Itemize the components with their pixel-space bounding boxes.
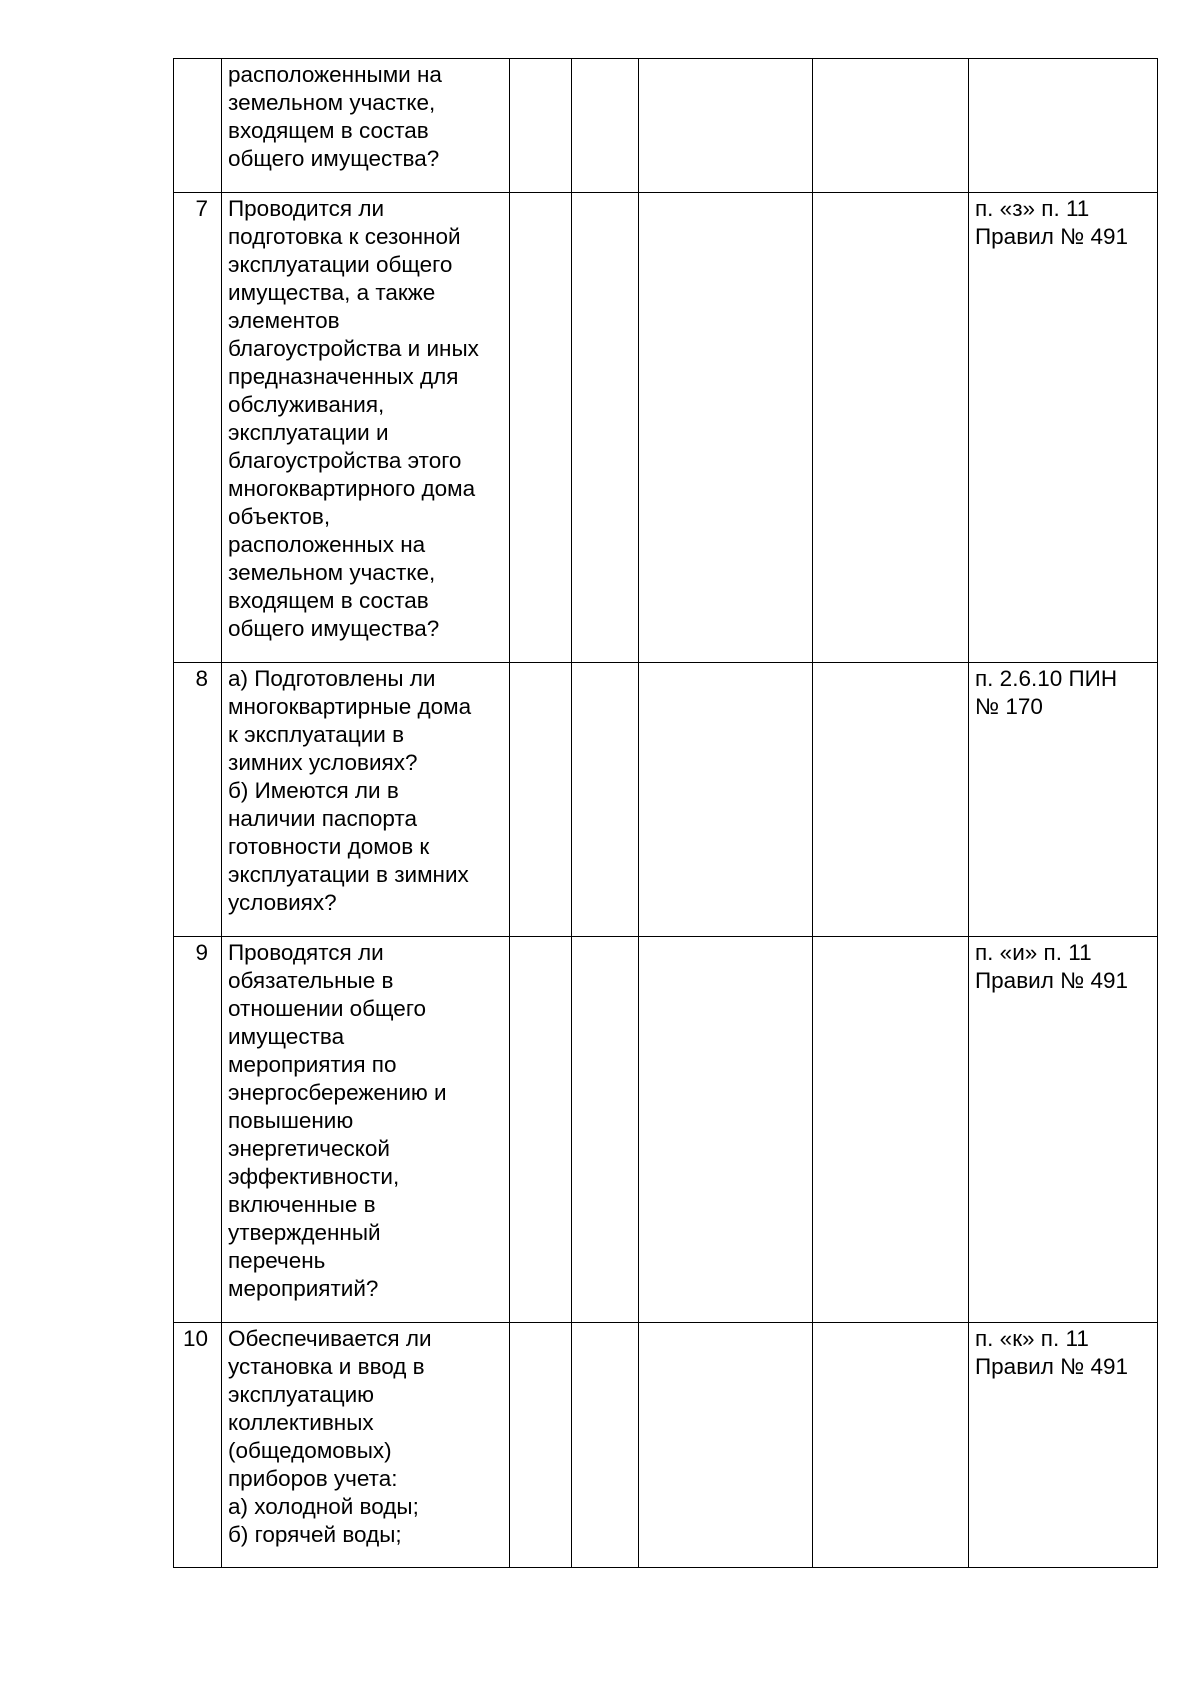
- legal-reference-cell: п. «и» п. 11 Правил № 491: [969, 937, 1158, 1323]
- legal-reference-cell: п. «з» п. 11 Правил № 491: [969, 193, 1158, 663]
- note-cell: [813, 193, 969, 663]
- answer-yes-cell: [510, 663, 572, 937]
- question-cell: Обеспечивается ли установка и ввод в эксплуатацию коллективных (общедомовых) приборов учета: а) холодной воды; б) горячей воды;: [222, 1323, 510, 1568]
- row-number: 7: [174, 193, 222, 663]
- table-row: [174, 59, 1158, 193]
- note-cell: [813, 1323, 969, 1568]
- note-cell: [813, 663, 969, 937]
- not-applicable-cell: [639, 1323, 813, 1568]
- question-cell: Проводится ли подготовка к сезонной эксплуатации общего имущества, а также элементов благоустройства и иных предназначенных для обслуживания, эксплуатации и благоустройства этого многоквартирного дома объектов, расположенных на земельном участке, входящем в состав общего имущества?: [222, 193, 510, 663]
- answer-no-cell: [572, 937, 639, 1323]
- table-row: [174, 1323, 1158, 1568]
- legal-reference-cell: п. 2.6.10 ПИН № 170: [969, 663, 1158, 937]
- not-applicable-cell: [639, 937, 813, 1323]
- not-applicable-cell: [639, 193, 813, 663]
- question-cell: а) Подготовлены ли многоквартирные дома к эксплуатации в зимних условиях? б) Имеются ли в наличии паспорта готовности домов к эксплуатации в зимних условиях?: [222, 663, 510, 937]
- answer-yes-cell: [510, 1323, 572, 1568]
- note-cell: [813, 59, 969, 193]
- answer-no-cell: [572, 1323, 639, 1568]
- legal-reference-cell: п. «к» п. 11 Правил № 491: [969, 1323, 1158, 1568]
- answer-no-cell: [572, 193, 639, 663]
- answer-yes-cell: [510, 193, 572, 663]
- table-row: [174, 937, 1158, 1323]
- table-row: [174, 663, 1158, 937]
- row-number: 9: [174, 937, 222, 1323]
- answer-no-cell: [572, 663, 639, 937]
- note-cell: [813, 937, 969, 1323]
- not-applicable-cell: [639, 663, 813, 937]
- question-cell: расположенными на земельном участке, входящем в состав общего имущества?: [222, 59, 510, 193]
- row-number: 8: [174, 663, 222, 937]
- answer-yes-cell: [510, 59, 572, 193]
- legal-reference-cell: [969, 59, 1158, 193]
- answer-no-cell: [572, 59, 639, 193]
- answer-yes-cell: [510, 937, 572, 1323]
- row-number: [174, 59, 222, 193]
- not-applicable-cell: [639, 59, 813, 193]
- question-cell: Проводятся ли обязательные в отношении общего имущества мероприятия по энергосбережению и повышению энергетической эффективности, включенные в утвержденный перечень мероприятий?: [222, 937, 510, 1323]
- table-row: [174, 193, 1158, 663]
- row-number: 10: [174, 1323, 222, 1568]
- inspection-checklist-table: [173, 58, 1158, 1568]
